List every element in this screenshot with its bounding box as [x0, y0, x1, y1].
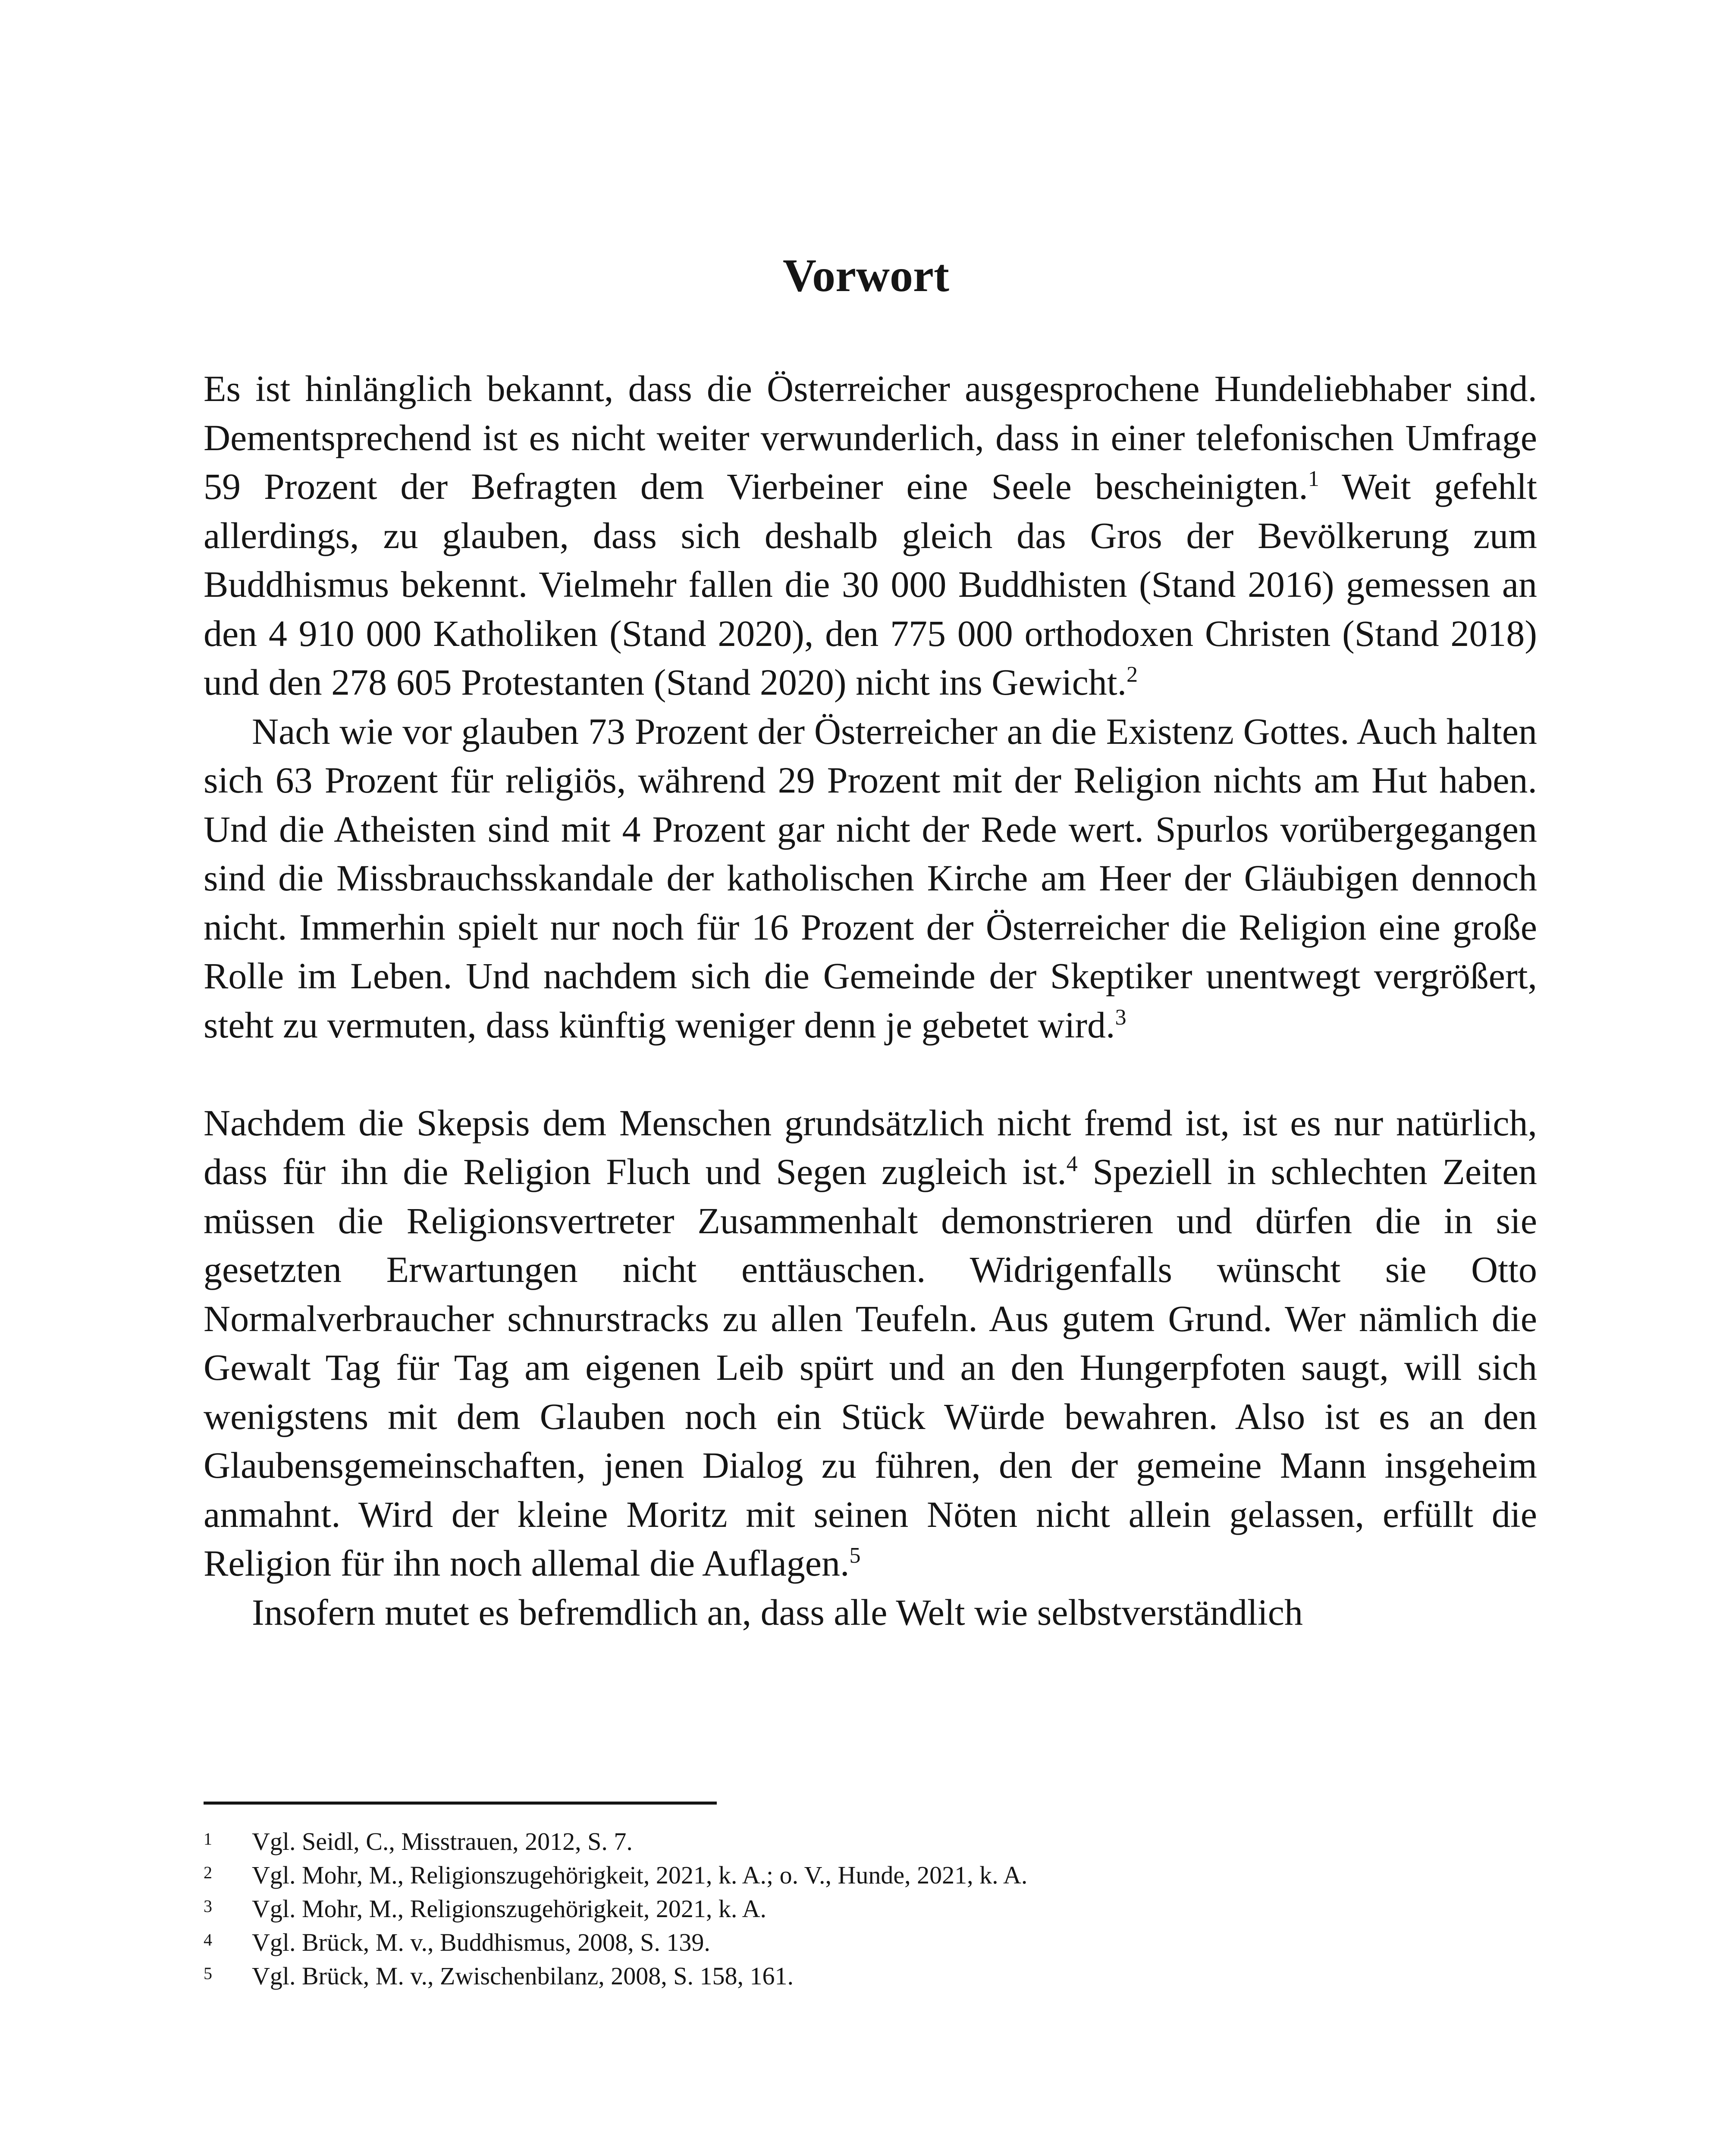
paragraph-1-text-a: Es ist hinlänglich bekannt, dass die Österreicher ausgesprochene Hundeliebhaber sind. Dementsprechend ist es nicht weiter verwunderlich, dass in einer telefonischen Umfrage 59 Prozent der Befragten dem Vierbeiner eine Seele bescheinigten. [204, 368, 1537, 507]
paragraph-3-text-b: Speziell in schlechten Zeiten müssen die Religionsvertreter Zusammenhalt demonstrieren und dürfen die in sie gesetzten Erwartungen nicht enttäuschen. Widrigenfalls wünscht sie Otto Normalverbraucher schnurstracks zu allen Teufeln. Aus gutem Grund. Wer nämlich die Gewalt Tag für Tag am eigenen Leib spürt und an den Hungerpfoten saugt, will sich wenigstens mit dem Glauben noch ein Stück Würde bewahren. Also ist es an den Glaubensgemeinschaften, jenen Dialog zu führen, den der gemeine Mann insgeheim anmahnt. Wird der kleine Moritz mit seinen Nöten nicht allein gelassen, erfüllt die Religion für ihn noch allemal die Auflagen. [204, 1151, 1537, 1584]
paragraph-4 [204, 1588, 1537, 1637]
paragraph-4-text-a: Insofern mutet es befremdlich an, dass alle Welt wie selbstverständlich [252, 1591, 1303, 1633]
footnote-reference-2[interactable]: 2 [1126, 662, 1138, 687]
footnote-5 [204, 1959, 1537, 1993]
footnote-reference-4[interactable]: 4 [1066, 1152, 1078, 1176]
footnote-2 [204, 1858, 1537, 1892]
footnote-text: Vgl. Mohr, M., Religionszugehörigkeit, 2021, k. A. [252, 1895, 767, 1923]
paragraph-2-text-a: Nach wie vor glauben 73 Prozent der Österreicher an die Existenz Gottes. Auch halten sich 63 Prozent für religiös, während 29 Prozent mit der Religion nichts am Hut haben. Und die Atheisten sind mit 4 Prozent gar nicht der Rede wert. Spurlos vorübergegangen sind die Missbrauchsskandale der katholischen Kirche am Heer der Gläubigen dennoch nicht. Immerhin spielt nur noch für 16 Prozent der Österreicher die Religion eine große Rolle im Leben. Und nachdem sich die Gemeinde der Skeptiker unentwegt vergrößert, steht zu vermuten, dass künftig weniger denn je gebetet wird. [204, 710, 1537, 1046]
paragraph-3 [204, 1099, 1537, 1588]
footnote-text: Vgl. Brück, M. v., Buddhismus, 2008, S. 139. [252, 1928, 710, 1956]
paragraph-3-text-a: Nachdem die Skepsis dem Menschen grundsätzlich nicht fremd ist, ist es nur natürlich, dass für ihn die Religion Fluch und Segen zugleich ist. [204, 1102, 1537, 1192]
footnote-4 [204, 1926, 1537, 1959]
footnote-number: 1 [204, 1829, 212, 1849]
footnote-number: 4 [204, 1930, 212, 1949]
footnotes [204, 1825, 1537, 1993]
footnote-text: Vgl. Mohr, M., Religionszugehörigkeit, 2021, k. A.; o. V., Hunde, 2021, k. A. [252, 1861, 1028, 1889]
footnote-number: 3 [204, 1896, 212, 1916]
body-text [204, 364, 1537, 1637]
footnote-reference-1[interactable]: 1 [1308, 467, 1319, 491]
footnote-number: 5 [204, 1964, 212, 1983]
footnote-reference-5[interactable]: 5 [849, 1543, 861, 1568]
footnote-reference-3[interactable]: 3 [1115, 1005, 1126, 1030]
paragraph-1-text-b: Weit gefehlt allerdings, zu glauben, dass sich deshalb gleich das Gros der Bevölkerung zum Buddhismus bekennt. Vielmehr fallen die 30 000 Buddhisten (Stand 2016) gemessen an den 4 910 000 Katholiken (Stand 2020), den 775 000 orthodoxen Christen (Stand 2018) und den 278 605 Protestanten (Stand 2020) nicht ins Gewicht. [204, 466, 1537, 703]
paragraph-1 [204, 364, 1537, 707]
footnote-number: 2 [204, 1863, 212, 1882]
paragraph-2 [204, 707, 1537, 1050]
footnote-separator [204, 1802, 717, 1805]
footnote-text: Vgl. Seidl, C., Misstrauen, 2012, S. 7. [252, 1827, 633, 1855]
footnote-1 [204, 1825, 1537, 1858]
footnote-3 [204, 1892, 1537, 1926]
footnote-text: Vgl. Brück, M. v., Zwischenbilanz, 2008, S. 158, 161. [252, 1962, 794, 1990]
page-title: Vorwort [783, 250, 949, 301]
